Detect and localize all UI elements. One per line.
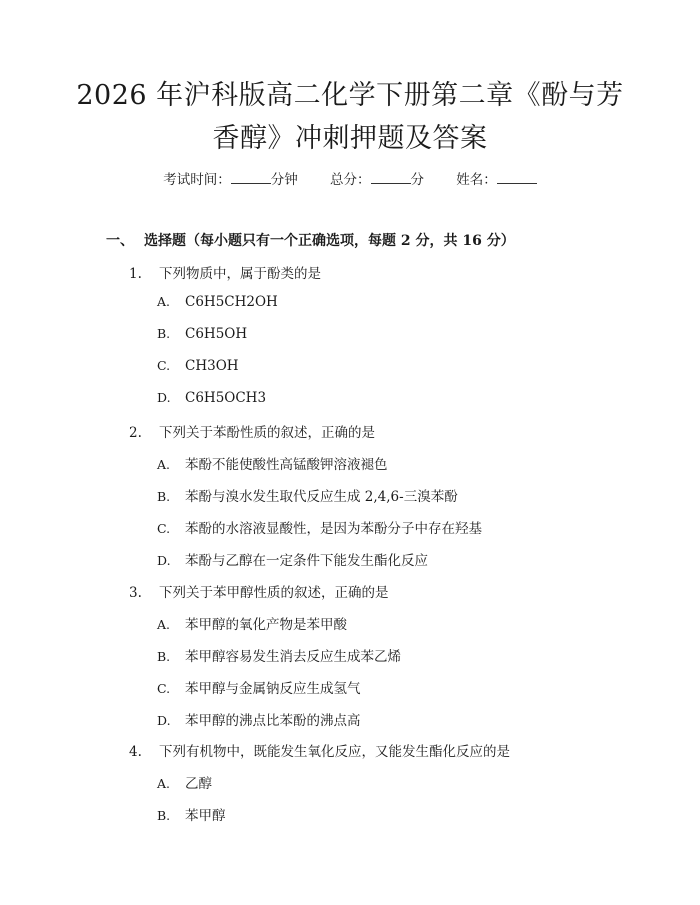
question-number: 1.: [129, 266, 142, 282]
option-letter: B.: [157, 326, 171, 341]
question-text: 下列物质中，属于酚类的是: [159, 266, 321, 282]
option-text: 苯甲醇的沸点比苯酚的沸点高: [185, 713, 361, 729]
student-name-label: 姓名：: [456, 172, 497, 188]
option-text: C6H5OH: [185, 326, 248, 342]
option-letter: A.: [157, 617, 171, 632]
section-title: 选择题（每小题只有一个正确选项，每题 2 分，共 16 分）: [144, 233, 515, 249]
section-heading: [106, 230, 515, 250]
section-number: 一、: [106, 233, 134, 249]
option-text: 乙醇: [185, 776, 212, 792]
option-2-b: [157, 485, 458, 505]
student-name-blank: [497, 171, 537, 184]
option-letter: D.: [157, 390, 171, 405]
option-3-d: [157, 709, 361, 729]
question-4: [129, 740, 510, 760]
option-letter: C.: [157, 521, 171, 536]
option-text: 苯酚与溴水发生取代反应生成 2,4,6-三溴苯酚: [185, 489, 458, 505]
option-text: 苯酚与乙醇在一定条件下能发生酯化反应: [185, 553, 428, 569]
option-letter: B.: [157, 489, 171, 504]
document-title: [60, 74, 640, 160]
question-text: 下列关于苯甲醇性质的叙述，正确的是: [159, 585, 389, 601]
option-4-b: [157, 804, 226, 824]
total-score-label: 总分：: [330, 172, 371, 188]
option-letter: B.: [157, 808, 171, 823]
option-text: 苯甲醇容易发生消去反应生成苯乙烯: [185, 649, 401, 665]
option-3-a: [157, 613, 347, 633]
exam-time-label: 考试时间：: [163, 172, 231, 188]
option-3-b: [157, 645, 401, 665]
option-1-a: [157, 294, 278, 310]
option-text: 苯酚不能使酸性高锰酸钾溶液褪色: [185, 457, 388, 473]
question-number: 2.: [129, 425, 142, 441]
option-letter: A.: [157, 457, 171, 472]
option-2-c: [157, 517, 482, 537]
option-text: 苯甲醇: [185, 808, 226, 824]
option-1-c: [157, 358, 239, 374]
exam-time-blank: [231, 171, 271, 184]
option-text: 苯酚的水溶液显酸性，是因为苯酚分子中存在羟基: [185, 521, 482, 537]
option-letter: A.: [157, 294, 171, 309]
option-text: C6H5OCH3: [185, 390, 267, 406]
option-2-a: [157, 453, 388, 473]
option-letter: C.: [157, 358, 171, 373]
question-text: 下列关于苯酚性质的叙述，正确的是: [159, 425, 375, 441]
option-letter: B.: [157, 649, 171, 664]
title-line-1: 2026 年沪科版高二化学下册第二章《酚与芳: [76, 80, 624, 111]
student-name: [456, 172, 537, 188]
option-text: 苯甲醇的氧化产物是苯甲酸: [185, 617, 347, 633]
option-1-b: [157, 326, 247, 342]
option-text: 苯甲醇与金属钠反应生成氢气: [185, 681, 361, 697]
option-letter: C.: [157, 681, 171, 696]
option-4-a: [157, 772, 212, 792]
title-line-2: 香醇》冲刺押题及答案: [212, 123, 488, 154]
exam-meta: [0, 168, 700, 188]
question-1: [129, 262, 321, 282]
total-score-unit: 分: [410, 172, 424, 188]
option-letter: D.: [157, 553, 171, 568]
question-number: 4.: [129, 744, 142, 760]
question-3: [129, 581, 389, 601]
total-score: [330, 172, 428, 188]
option-1-d: [157, 390, 266, 406]
question-number: 3.: [129, 585, 142, 601]
option-text: C6H5CH2OH: [185, 294, 278, 310]
exam-time-unit: 分钟: [270, 172, 298, 188]
question-2: [129, 421, 375, 441]
option-2-d: [157, 549, 428, 569]
option-text: CH3OH: [185, 358, 239, 374]
total-score-blank: [371, 171, 411, 184]
option-letter: D.: [157, 713, 171, 728]
question-text: 下列有机物中，既能发生氧化反应，又能发生酯化反应的是: [159, 744, 510, 760]
option-3-c: [157, 677, 361, 697]
exam-time: [163, 172, 302, 188]
option-letter: A.: [157, 776, 171, 791]
